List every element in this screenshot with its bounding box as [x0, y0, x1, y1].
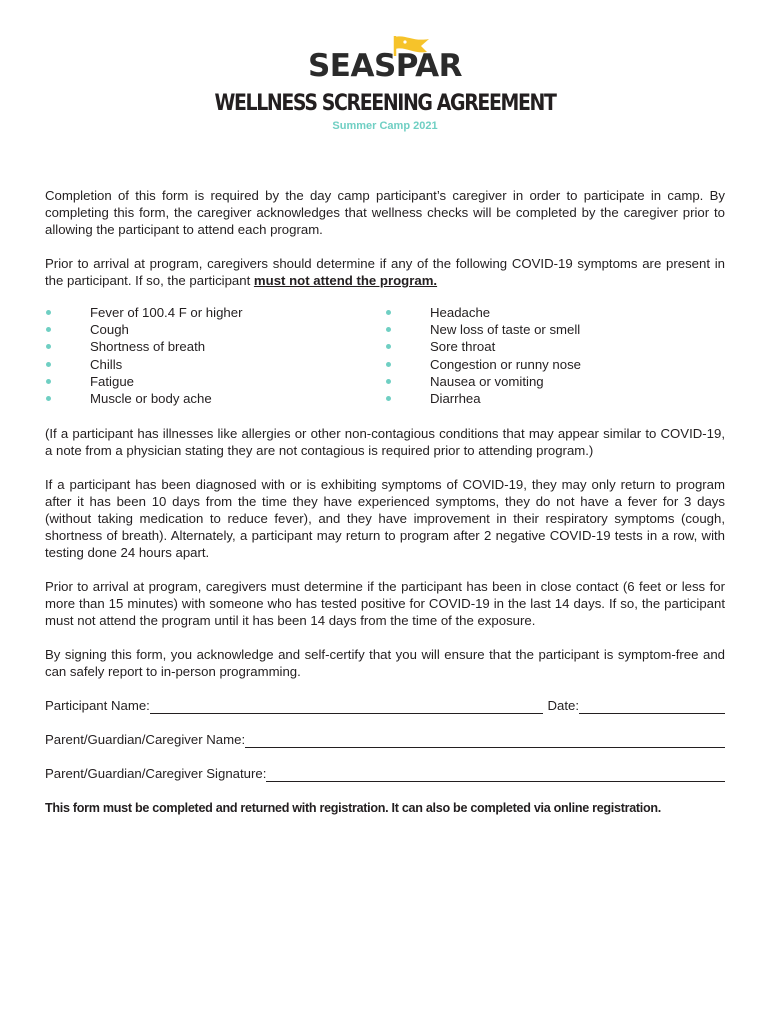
- page-subtitle: Summer Camp 2021: [332, 120, 438, 132]
- guardian-name-field[interactable]: [245, 734, 725, 748]
- symptoms-intro-text: Prior to arrival at program, caregivers should determine if any of the following COVID-19 symptoms are present in the participant. If so, the participant: [45, 256, 725, 288]
- guardian-name-row: [45, 731, 725, 748]
- close-contact-paragraph: Prior to arrival at program, caregivers must determine if the participant has been in close contact (6 feet or less for more than 15 minutes) with someone who has tested positive for COVID-19 in the last 14 days. If so, the participant must not attend the program until it has been 14 days from the time of the exposure.: [45, 579, 725, 629]
- guardian-signature-label: Parent/Guardian/Caregiver Signature:: [45, 766, 267, 782]
- page-title: WELLNESS SCREENING AGREEMENT: [214, 91, 556, 116]
- must-not-attend-emphasis: must not attend the program.: [253, 273, 438, 288]
- return-policy-paragraph: If a participant has been diagnosed with or is exhibiting symptoms of COVID-19, they may only return to program after it has been 10 days from the time they have experienced symptoms, they do not have a fever for 3 days (without taking medication to reduce fever), and they have improvement in their respiratory symptoms (cough, shortness of breath). Alternately, a participant may return to program after 2 negative COVID-19 tests in a row, with testing done 24 hours apart.: [45, 477, 725, 561]
- symptom-item: Fatigue: [45, 373, 385, 390]
- guardian-signature-field[interactable]: [266, 768, 725, 782]
- symptom-item: Nausea or vomiting: [385, 373, 725, 390]
- participant-row: [45, 697, 725, 714]
- date-field[interactable]: [579, 700, 725, 714]
- symptom-list-left: [45, 304, 385, 407]
- symptom-list-right: [385, 304, 725, 407]
- symptom-item: Diarrhea: [385, 390, 725, 407]
- participant-name-field[interactable]: [150, 700, 544, 714]
- symptom-item: Muscle or body ache: [45, 390, 385, 407]
- intro-paragraph: Completion of this form is required by the day camp participant’s caregiver in order to participate in camp. By completing this form, the caregiver acknowledges that wellness checks will be completed by the caregiver prior to allowing the participant to attend each program.: [45, 188, 725, 237]
- guardian-signature-row: [45, 765, 725, 782]
- logo: [265, 30, 505, 84]
- form-body: [45, 187, 725, 817]
- logo-text: SEASPAR: [307, 48, 463, 84]
- symptom-lists: [45, 304, 725, 407]
- symptom-item: Cough: [45, 321, 385, 338]
- footer-note: This form must be completed and returned with registration. It can also be completed via online registration.: [45, 801, 661, 816]
- date-label: Date:: [547, 698, 579, 714]
- symptoms-intro-paragraph: [45, 255, 725, 289]
- header: [0, 30, 770, 133]
- symptom-item: Chills: [45, 356, 385, 373]
- guardian-name-label: Parent/Guardian/Caregiver Name:: [45, 732, 246, 748]
- allergy-note-paragraph: (If a participant has illnesses like allergies or other non-contagious conditions that may appear similar to COVID-19, a note from a physician stating they are not contagious is required prior to attending program.): [45, 426, 725, 459]
- symptom-item: Headache: [385, 304, 725, 321]
- certification-paragraph: By signing this form, you acknowledge and self-certify that you will ensure that the participant is symptom-free and can safely report to in-person programming.: [45, 647, 725, 680]
- participant-name-label: Participant Name:: [45, 698, 150, 714]
- symptom-item: Congestion or runny nose: [385, 356, 725, 373]
- symptom-item: Shortness of breath: [45, 338, 385, 355]
- symptom-item: Fever of 100.4 F or higher: [45, 304, 385, 321]
- symptom-item: Sore throat: [385, 338, 725, 355]
- symptom-item: New loss of taste or smell: [385, 321, 725, 338]
